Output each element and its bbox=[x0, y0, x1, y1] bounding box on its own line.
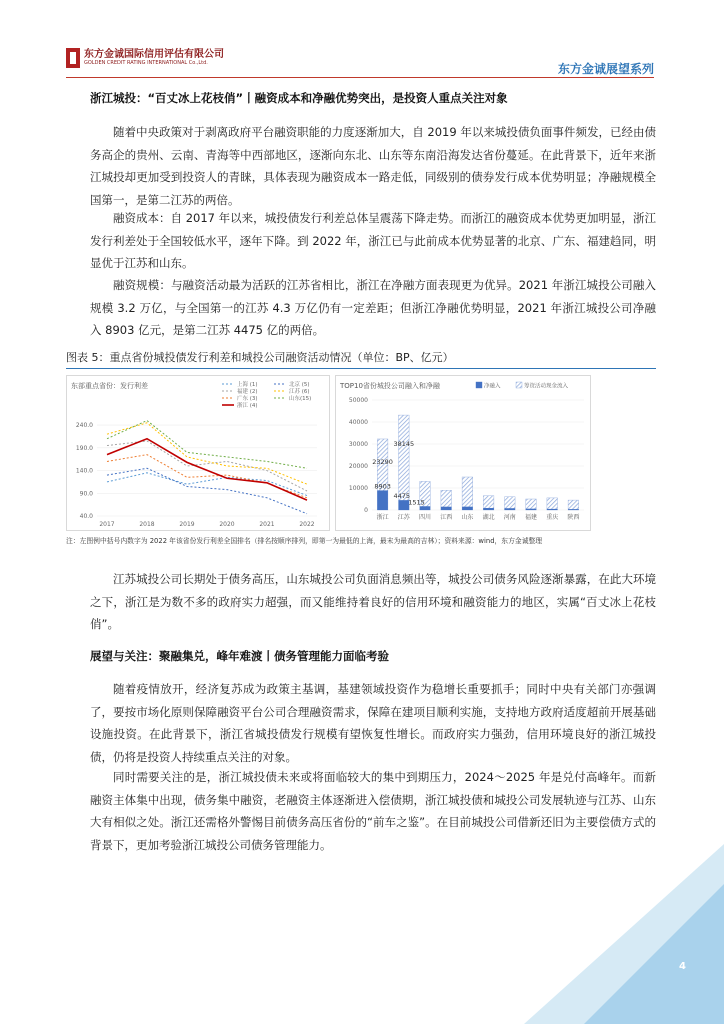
bar-inflow bbox=[526, 499, 537, 510]
data-label: 23290 bbox=[372, 457, 393, 466]
data-label: 8903 bbox=[374, 482, 391, 491]
data-label: 1515 bbox=[408, 498, 425, 507]
bar-inflow bbox=[462, 477, 473, 510]
legend-swatch bbox=[476, 382, 482, 388]
x-tick-label: 陕西 bbox=[567, 514, 580, 521]
bar-net bbox=[483, 508, 494, 510]
x-tick-label: 浙江 bbox=[376, 514, 389, 521]
line-chart bbox=[67, 376, 329, 530]
y-tick-label: 240.0 bbox=[75, 422, 93, 430]
bar-chart-title: TOP10省份城投公司融入和净融 bbox=[340, 382, 440, 390]
company-name-cn: 东方金诚国际信用评估有限公司 bbox=[84, 49, 224, 60]
y-tick-label: 140.0 bbox=[75, 467, 93, 475]
series-line bbox=[107, 468, 307, 513]
x-tick-label: 2020 bbox=[219, 521, 235, 528]
y-tick-label: 40000 bbox=[348, 419, 368, 426]
x-tick-label: 江苏 bbox=[397, 514, 410, 521]
legend-label: 北京 (5) bbox=[289, 382, 310, 388]
series-line bbox=[107, 441, 307, 491]
x-tick-label: 山东 bbox=[461, 514, 474, 521]
x-tick-label: 2021 bbox=[259, 521, 275, 528]
x-tick-label: 江西 bbox=[440, 514, 453, 521]
x-tick-label: 2022 bbox=[299, 521, 315, 528]
x-tick-label: 湖北 bbox=[482, 514, 495, 521]
series-title: 东方金诚展望系列 bbox=[557, 62, 654, 76]
section1-paragraph-3: 融资规模：与融资活动最为活跃的江苏省相比，浙江在净融方面表现更为优异。2021 年浙江城投公司融入规模 3.2 万亿，与全国第一的江苏 4.3 万亿仍有一定差距；但浙江净融优势明显，2021 年浙江城投公司净融入 8903 亿元，是第二江苏 4475 亿的两倍。 bbox=[90, 278, 656, 337]
legend-label: 净融入 bbox=[484, 383, 501, 390]
legend-label: 广东 (3) bbox=[237, 396, 258, 402]
section2-heading: 展望与关注：聚融集兑，峰年难渡丨债务管理能力面临考验 bbox=[90, 649, 389, 663]
x-tick-label: 2017 bbox=[99, 521, 115, 528]
bar-chart-frame bbox=[335, 375, 591, 531]
bar-inflow bbox=[547, 498, 558, 510]
company-logo bbox=[66, 48, 224, 68]
bar-inflow bbox=[505, 497, 516, 510]
series-line bbox=[107, 423, 307, 484]
x-tick-label: 2019 bbox=[179, 521, 195, 528]
section1-heading: 浙江城投：“百丈冰上花枝俏”丨融资成本和净融优势突出，是投资人重点关注对象 bbox=[90, 91, 508, 105]
series-line bbox=[107, 473, 307, 496]
section2-paragraph-1: 随着疫情放开，经济复苏成为政策主基调，基建领域投资作为稳增长重要抓手；同时中央有关部门亦强调了，要按市场化原则保障融资平台公司合理融资需求，保障在建项目顺利实施，支持地方政府适度超前开展基础设施投资。在此背景下，浙江省城投债发行规模有望恢复性增长。而政府实力强劲，信用环境良好的浙江城投债，仍将是投资人持续重点关注的对象。 bbox=[90, 682, 656, 764]
logo-icon bbox=[66, 48, 80, 68]
page-header bbox=[66, 46, 654, 78]
bar-net bbox=[568, 509, 579, 510]
bar-net bbox=[526, 509, 537, 510]
bar-net bbox=[547, 509, 558, 510]
legend-label: 筹资活动现金流入 bbox=[524, 383, 569, 390]
x-tick-label: 河南 bbox=[503, 514, 516, 521]
x-tick-label: 四川 bbox=[418, 514, 432, 521]
footer-decoration bbox=[524, 844, 724, 1024]
section2-paragraph-2: 同时需要关注的是，浙江城投债未来或将面临较大的集中到期压力，2024～2025 年是兑付高峰年。而新融资主体集中出现，债务集中融资，老融资主体逐渐进入偿债期，浙江城投债和城投公司发展轨迹与江苏、山东大有相似之处。浙江还需格外警惕目前债务高压省份的“前车之鉴”。在目前城投公司借新还旧为主要偿债方式的背景下，更加考验浙江城投公司债务管理能力。 bbox=[90, 770, 656, 852]
y-tick-label: 30000 bbox=[348, 441, 368, 448]
legend-label: 山东(15) bbox=[289, 396, 312, 402]
data-label: 4475 bbox=[393, 492, 411, 501]
bar-inflow bbox=[568, 500, 579, 510]
y-tick-label: 40.0 bbox=[79, 513, 93, 520]
figure-caption: 图表 5：重点省份城投债发行利差和城投公司融资活动情况（单位：BP、亿元） bbox=[66, 349, 656, 369]
y-tick-label: 90.0 bbox=[79, 490, 93, 498]
bar-net bbox=[441, 507, 452, 510]
legend-label: 江苏 (6) bbox=[289, 389, 310, 395]
bar-inflow bbox=[483, 496, 494, 510]
figure-note: 注：左图例中括号内数字为 2022 年该省份发行利差全国排名（排名按顺序排列，即第一为最低的上海，最末为最高的吉林）；资料来源：wind，东方金诚整理 bbox=[66, 537, 543, 545]
section1-paragraph-4: 江苏城投公司长期处于债务高压，山东城投公司负面消息频出等，城投公司债务风险逐渐暴露，在此大环境之下，浙江是为数不多的政府实力超强，而又能维持着良好的信用环境和融资能力的地区，实属“百丈冰上花枝俏”。 bbox=[90, 572, 656, 631]
company-name-en: GOLDEN CREDIT RATING INTERNATIONAL Co.,Ltd. bbox=[84, 60, 208, 66]
section1-paragraph-2: 融资成本：自 2017 年以来，城投债发行利差总体呈震荡下降走势。而浙江的融资成本优势更加明显，浙江发行利差处于全国较低水平，逐年下降。到 2022 年，浙江已与此前成本优势显著的北京、广东、福建趋同，明显优于江苏和山东。 bbox=[90, 211, 656, 270]
line-chart-title: 东部重点省份：发行利差 bbox=[71, 382, 148, 390]
y-tick-label: 0 bbox=[364, 507, 368, 514]
x-tick-label: 重庆 bbox=[546, 514, 559, 521]
bar-net bbox=[462, 507, 473, 510]
x-tick-label: 2018 bbox=[139, 521, 155, 528]
line-chart-frame bbox=[66, 375, 330, 531]
series-line bbox=[107, 455, 307, 498]
legend-swatch bbox=[516, 382, 522, 388]
data-label: 38145 bbox=[393, 440, 415, 449]
series-line bbox=[107, 421, 307, 469]
y-tick-label: 10000 bbox=[348, 485, 368, 492]
y-tick-label: 190.0 bbox=[75, 444, 93, 452]
legend-label: 上海 (1) bbox=[237, 382, 258, 388]
y-tick-label: 20000 bbox=[348, 463, 368, 470]
section1-paragraph-1: 随着中央政策对于剥离政府平台融资职能的力度逐渐加大，自 2019 年以来城投债负面事件频发，已经由债务高企的贵州、云南、青海等中西部地区，逐渐向东北、山东等东南沿海发达省份蔓延。在此背景下，近年来浙江城投却更加受到投资人的青睐，具体表现为融资成本一路走低，同级别的债券发行成本优势明显；净融规模全国第一，是第二江苏的两倍。 bbox=[90, 125, 656, 207]
legend-label: 福建 (2) bbox=[237, 389, 258, 395]
bar-chart bbox=[336, 376, 590, 530]
x-tick-label: 福建 bbox=[524, 514, 538, 521]
bar-net bbox=[377, 490, 388, 510]
bar-net bbox=[505, 508, 516, 510]
bar-net bbox=[420, 506, 431, 510]
y-tick-label: 50000 bbox=[348, 397, 368, 404]
legend-label: 浙江 (4) bbox=[237, 403, 258, 409]
page-number: 4 bbox=[679, 961, 686, 972]
